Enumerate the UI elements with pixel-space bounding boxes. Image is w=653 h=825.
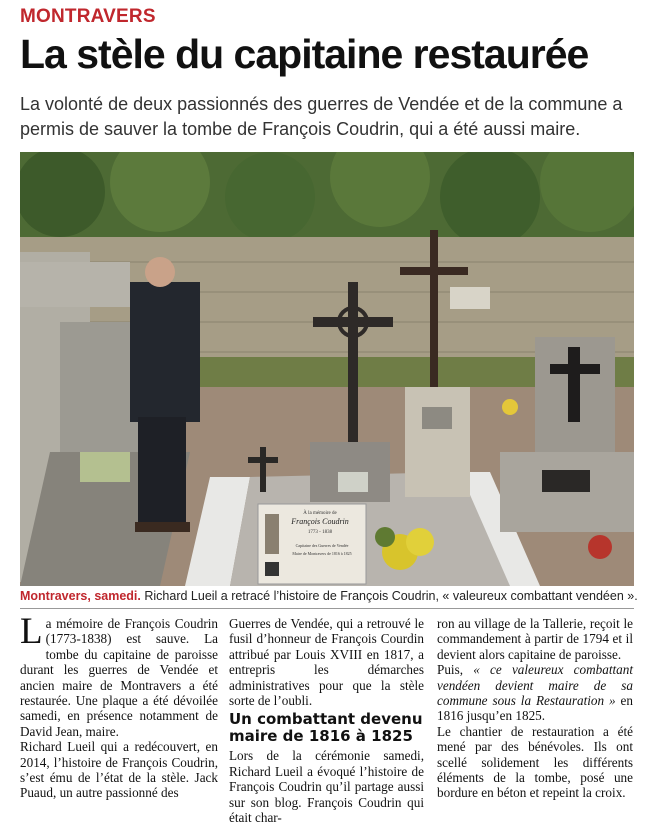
paragraph-6-end: en 1816 jusqu’en 1825. xyxy=(437,693,633,724)
paragraph-1-text: a mémoire de François Coudrin (1773-1838) est sauve. La tombe du capitaine de paroisse durant les guerres de Vendée et ancien maire de Montravers a été restaurée. Une plaque a été dévoilée samedi, en présence notamment de David Jean, maire. xyxy=(20,616,218,739)
plaque-name: François Coudrin xyxy=(291,517,349,526)
section-kicker: MONTRAVERS xyxy=(20,6,156,27)
plaque-line4: Maire de Montravers de 1816 à 1825 xyxy=(292,551,352,556)
article-subhead: Un combattant devenu maire de 1816 à 1825 xyxy=(229,710,423,746)
plaque-line1: À la mémoire de xyxy=(303,511,337,516)
cemetery-photo-illustration xyxy=(20,152,634,586)
article-paragraph: Le chantier de restauration a été mené par des bénévoles. Ils ont scellé solidement les différents éléments de la tombe, posé une bordure en béton et repeint la croix. xyxy=(437,723,633,801)
caption-rule xyxy=(20,608,634,609)
article-paragraph xyxy=(437,662,633,724)
quote-text: « ce valeureux combattant vendéen devient maire de sa commune sous la Restauration » xyxy=(437,662,633,709)
photo-caption xyxy=(20,589,640,603)
deck: La volonté de deux passionnés des guerres de Vendée et de la commune a permis de sauver la tombe de François Coudrin, qui a été aussi maire. xyxy=(20,94,623,139)
photo xyxy=(20,152,634,586)
article-paragraph: Lors de la cérémonie samedi, Richard Lueil a évoqué l’histoire de François Coudrin qu’il partage aussi sur son blog. François Coudrin qui était char- xyxy=(229,748,424,825)
caption-text: Richard Lueil a retracé l’histoire de François Coudrin, « valeureux combattant vendéen ». xyxy=(140,589,638,603)
headline: La stèle du capitaine restaurée xyxy=(20,31,589,77)
article-paragraph xyxy=(20,611,218,739)
drop-cap: L xyxy=(20,611,43,652)
article-column-1 xyxy=(20,611,218,801)
article-paragraph: Richard Lueil qui a redécouvert, en 2014, l’histoire de François Coudrin, s’est ému de l’état de la stèle. Jack Puaud, un autre passionné des xyxy=(20,739,218,801)
article-paragraph: Guerres de Vendée, qui a retrouvé le fusil d’honneur de François Courdin attribué par Louis XVIII en 1817, a entrepris les démarches administratives pour que la stèle sorte de l’oubli. xyxy=(229,616,424,709)
caption-lead: Montravers, samedi. xyxy=(20,589,141,603)
plaque-dates: 1773 - 1838 xyxy=(307,530,333,535)
article-column-2 xyxy=(229,616,424,825)
article-column-3 xyxy=(437,616,633,801)
plaque-line3: Capitaine des Guerres de Vendée xyxy=(295,543,349,548)
paragraph-6-start: Puis, xyxy=(437,662,474,678)
article-paragraph: ron au village de la Tallerie, reçoit le commandement à partir de 1794 et il devient alors capitaine de paroisse. xyxy=(437,616,633,662)
